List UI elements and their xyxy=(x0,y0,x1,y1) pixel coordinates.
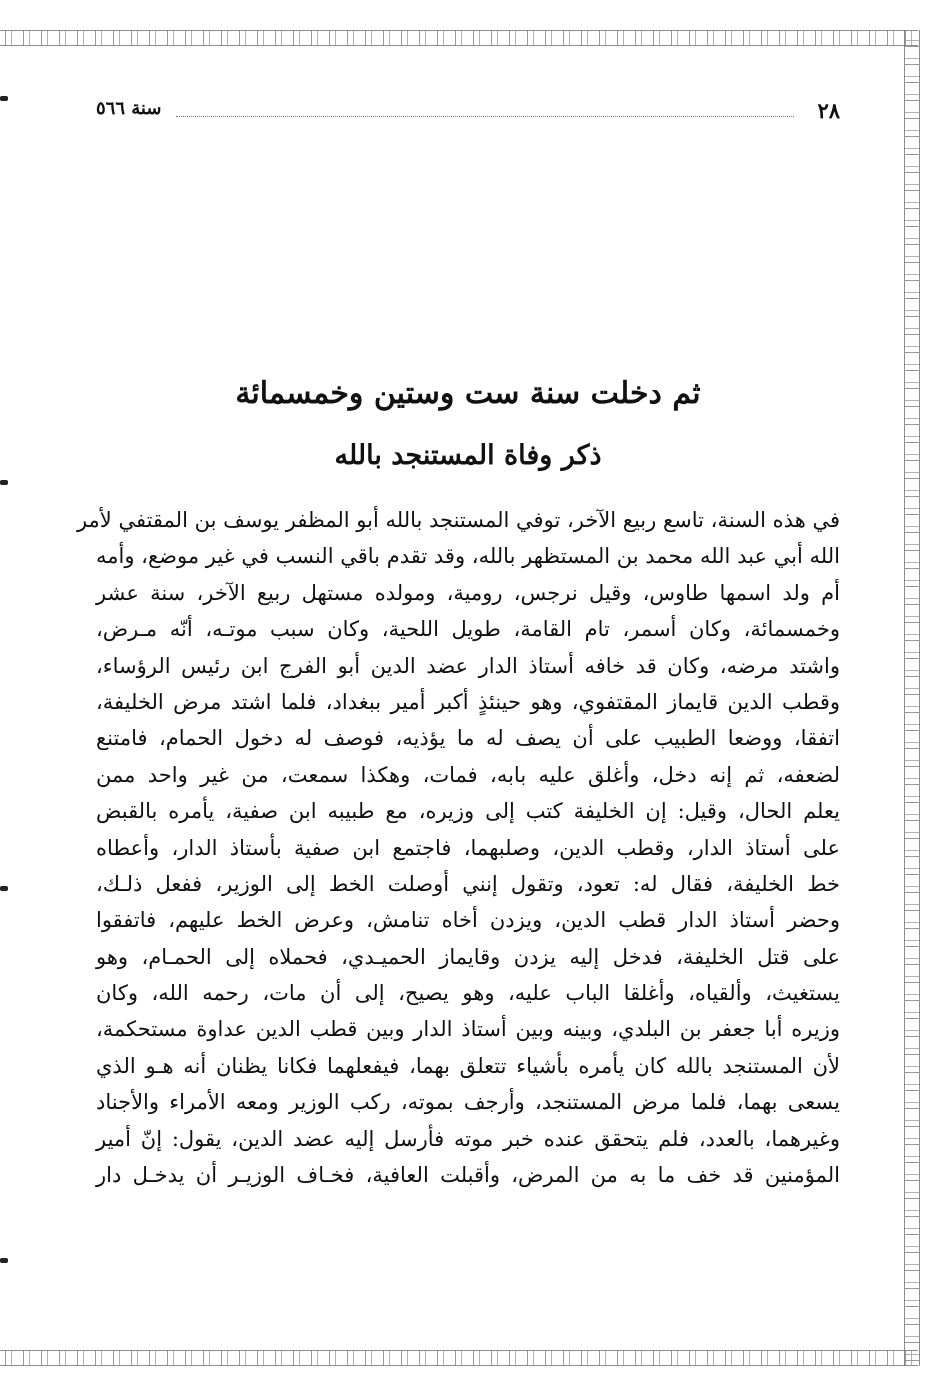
text-line: على أستاذ الدار، وقطب الدين، وصلبهما، فاجتمع ابن صفية بأستاذ الدار، وأعطاه xyxy=(96,835,840,860)
decorative-border-top xyxy=(0,30,918,46)
text-line: على قتل الخليفة، فدخل إليه يزدن وقايماز الحميـدي، فحملاه إلى الحمـام، وهو xyxy=(96,944,840,969)
page-number: ٢٨ xyxy=(817,98,840,123)
text-line: يسعى بهما، فلما مرض المستنجد، وأرجف بموته، ركب الوزير ومعه الأمراء والأجناد xyxy=(96,1090,840,1115)
text-line: واشتد مرضه، وكان قد خافه أستاذ الدار عضد الدين أبو الفرج ابن رئيس الرؤساء، xyxy=(96,653,840,678)
text-line: وقطب الدين قايماز المقتفوي، وهو حينئذٍ أكبر أمير ببغداد، فلما اشتد مرض الخليفة، xyxy=(96,689,840,714)
text-line: وخمسمائة، وكان أسمر، تام القامة، طويل اللحية، وكان سبب موتـه، أنّه مـرض، xyxy=(96,617,840,642)
text-line: وزيره أبا جعفر بن البلدي، وبينه وبين أستاذ الدار وبين قطب الدين عداوة مستحكمة، xyxy=(96,1017,840,1042)
text-line: الله أبي عبد الله محمد بن المستظهر بالله، وقد تقدم باقي النسب في غير موضع، وأمه xyxy=(96,544,840,569)
running-title: سنة ٥٦٦ xyxy=(96,98,162,119)
text-line: أم ولد اسمها طاوس، وقيل نرجس، رومية، ومولده مستهل ربيع الآخر، سنة عشر xyxy=(96,580,840,605)
header-dotted-rule xyxy=(176,116,794,117)
text-line: يعلم الحال، وقيل: إن الخليفة كتب إلى وزيره، مع طبيبه ابن صفية، يأمره بالقبض xyxy=(96,799,840,824)
decorative-border-bottom xyxy=(0,1350,918,1366)
section-title: ذكر وفاة المستنجد بالله xyxy=(334,440,602,471)
scan-edge-mark xyxy=(0,480,8,485)
text-line: وغيرهما، بالعدد، فلم يتحقق عنده خبر موته فأرسل إليه عضد الدين، يقول: إنّ أمير xyxy=(96,1126,840,1151)
page-header xyxy=(96,98,840,128)
text-line: يستغيث، وألقياه، وأغلقا الباب عليه، وهو يصيح، إلى أن مات، رحمه الله، وكان xyxy=(96,981,840,1006)
text-line: اتفقا، ووضعا الطبيب على أن يصف له ما يؤذيه، فوصف له دخول الحمام، فامتنع xyxy=(96,726,840,751)
scan-edge-mark xyxy=(0,1258,8,1263)
text-line: المؤمنين قد خف ما به من المرض، وأقبلت العافية، فخـاف الوزيـر أن يدخـل دار xyxy=(96,1163,840,1188)
text-line: في هذه السنة، تاسع ربيع الآخر، توفي المستنجد بالله أبو المظفر يوسف بن المقتفي لأمر xyxy=(76,508,840,532)
text-line: وحضر أستاذ الدار قطب الدين، ويزدن أخاه تنامش، وعرض الخط عليهم، فاتفقوا xyxy=(96,908,840,933)
chapter-title: ثم دخلت سنة ست وستين وخمسمائة xyxy=(235,376,701,411)
scan-edge-mark xyxy=(0,886,8,891)
decorative-border-right xyxy=(904,30,920,1366)
text-line: لضعفه، ثم إنه دخل، وأغلق عليه بابه، فمات، وهكذا سمعت، من غير واحد ممن xyxy=(96,762,840,787)
text-line: خط الخليفة، فقال له: تعود، وتقول إنني أوصلت الخط إلى الوزير، ففعل ذلـك، xyxy=(96,871,840,896)
text-line: لأن المستنجد بالله كان يأمره بأشياء تتعلق بهما، فيفعلهما فكانا يظنان أنه هـو الذي xyxy=(96,1053,840,1078)
body-text xyxy=(76,502,840,1193)
scan-edge-mark xyxy=(0,96,8,101)
